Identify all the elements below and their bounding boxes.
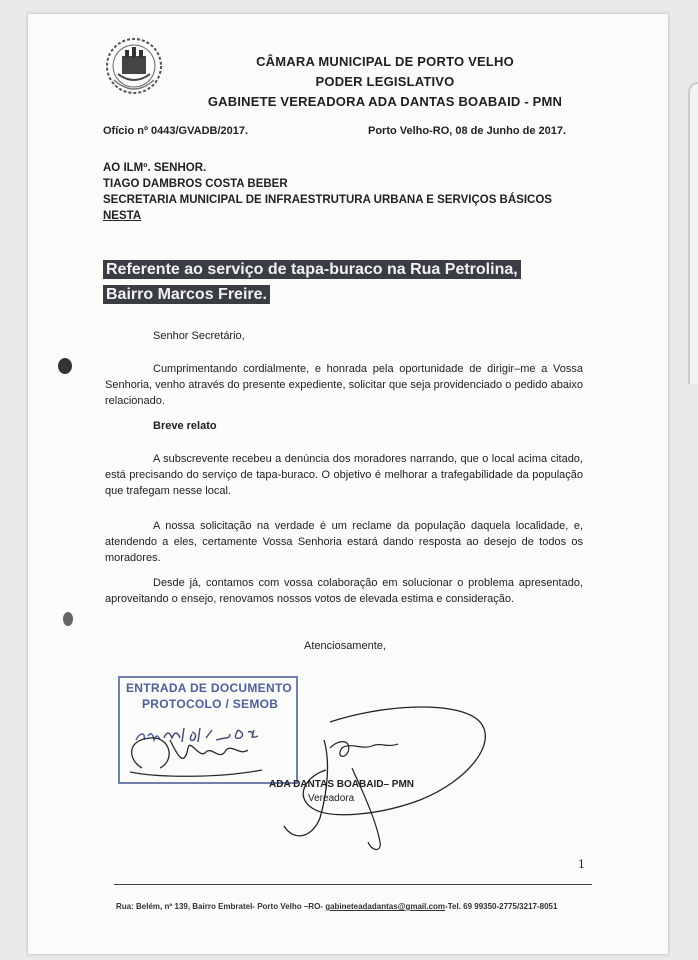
date-line: Porto Velho-RO, 08 de Junho de 2017. [368,125,567,137]
paragraph-report: A subscrevente recebeu a denúncia dos moradores narrando, que o local acima citado, está precisando do serviço de tapa-buraco. O objetivo é melhorar a trafegabilidade da população que trafegam nesse local. [105,453,583,497]
paragraph-greeting: Cumprimentando cordialmente, e honrada pela oportunidade de dirigir–me a Vossa Senhoria, venho através do presente expediente, solicitar que seja providenciado o pedido abaixo relacionado. [105,363,583,407]
footer-divider [114,884,592,885]
addressee-locality: NESTA [103,210,142,222]
reference-line-1: Referente ao serviço de tapa-buraco na Rua Petrolina, [103,260,521,279]
signatory-name: ADA DANTAS BOABAID– PMN [269,779,414,790]
stamp-line-2: PROTOCOLO / SEMOB [142,697,279,711]
footer-phones: -Tel. 69 99350-2775/3217-8051 [445,902,558,911]
addressee-name: TIAGO DAMBROS COSTA BEBER [103,178,288,190]
paragraph-request: A nossa solicitação na verdade é um reclame da população daquela localidade, e, atendendo a eles, certamente Vossa Senhoria estará dando resposta ao desejo de todos os moradores. [105,520,583,564]
closing: Atenciosamente, [304,640,386,652]
letterhead-office: GABINETE VEREADORA ADA DANTAS BOABAID - PMN [207,94,563,109]
letterhead-chamber: CÂMARA MUNICIPAL DE PORTO VELHO [256,54,514,69]
reference-line-2: Bairro Marcos Freire. [103,285,270,304]
addressee-department: SECRETARIA MUNICIPAL DE INFRAESTRUTURA URBANA E SERVIÇOS BÁSICOS [103,194,552,206]
letterhead-branch: PODER LEGISLATIVO [315,74,455,89]
subheading-brief: Breve relato [153,420,217,432]
footer-email: gabineteadadantas@gmail.com [325,902,446,911]
footer-address [116,902,557,911]
oficio-number: Ofício nº 0443/GVADB/2017. [103,125,249,137]
paragraph-thanks: Desde já, contamos com vossa colaboração em solucionar o problema apresentado, aproveitando o ensejo, renovamos nossos votos de elevada estima e consideração. [105,577,583,605]
addressee-greeting: AO ILMº. SENHOR. [103,162,207,174]
stamp-line-1: ENTRADA DE DOCUMENTO [126,681,293,695]
footer-street: Rua: Belém, nº 139, Bairro Embratel- Porto Velho –RO- [116,902,326,911]
signatory-role: Vereadora [308,793,355,804]
page-number: 1 [578,858,585,871]
salutation: Senhor Secretário, [153,330,245,342]
